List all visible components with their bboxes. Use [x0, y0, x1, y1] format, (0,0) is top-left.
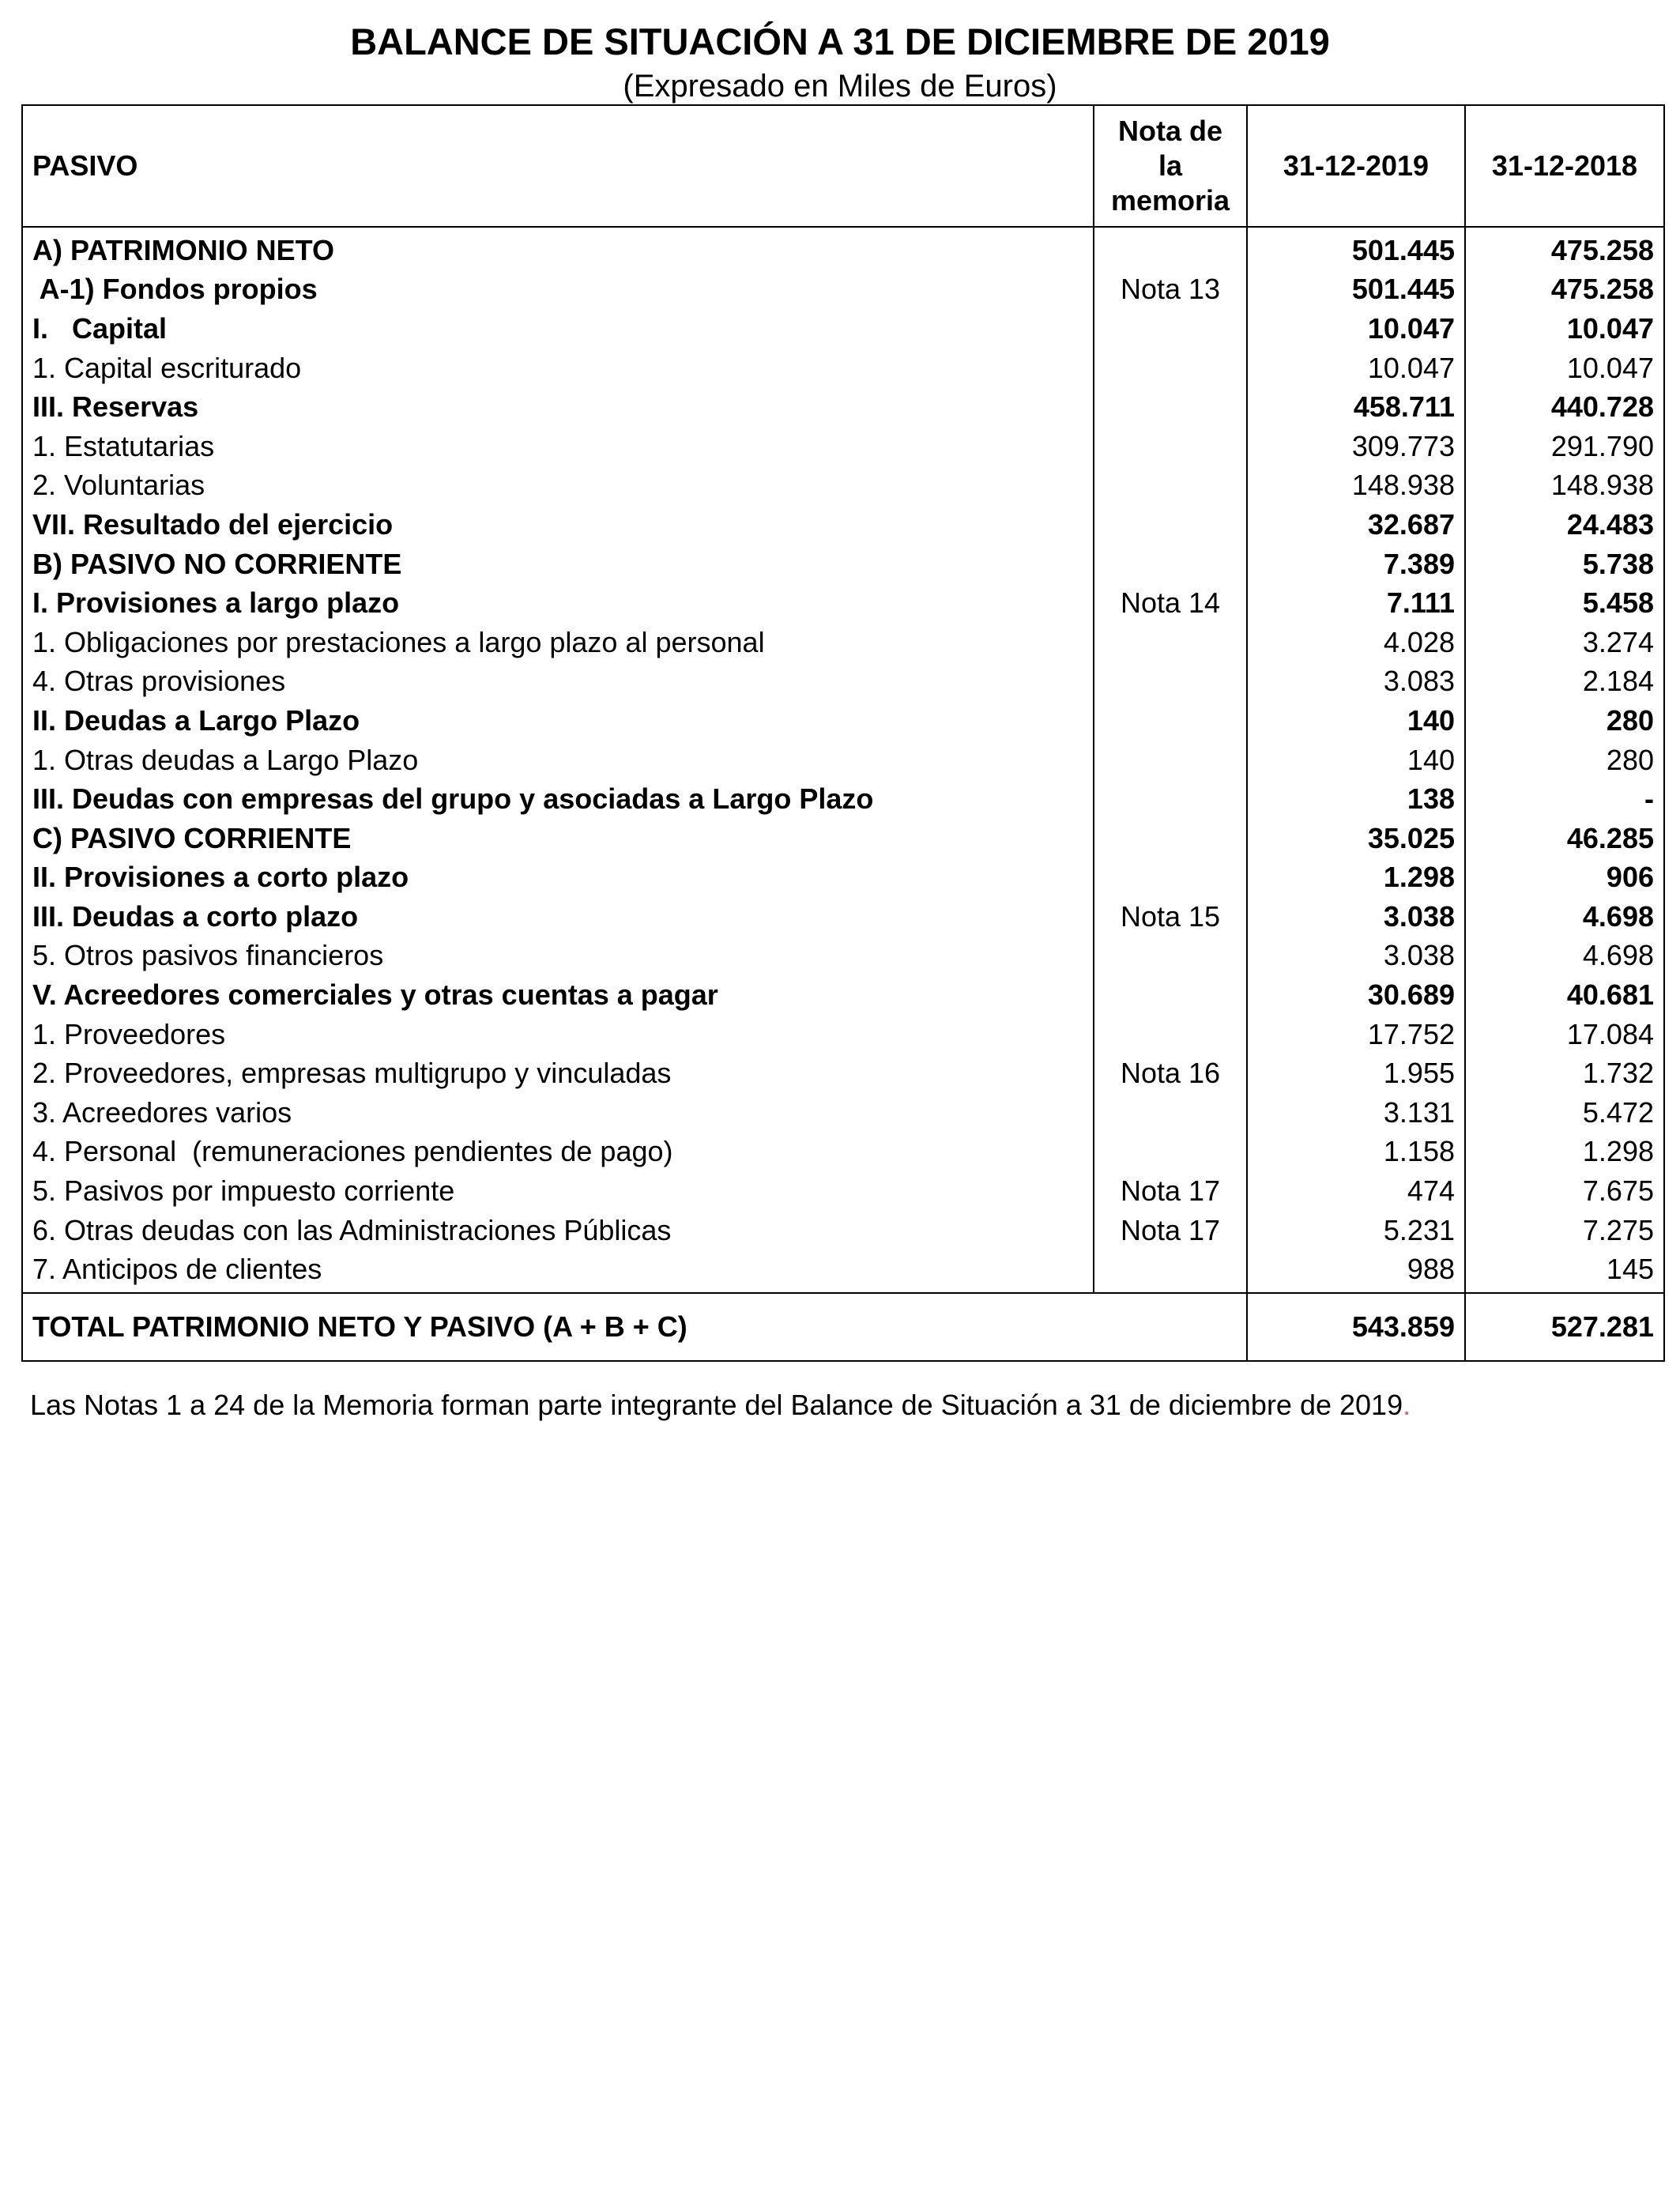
total-value-2018: 527.281: [1465, 1293, 1664, 1361]
row-value-2019: 3.038: [1247, 937, 1465, 976]
row-label: 1. Capital escriturado: [22, 349, 1094, 388]
balance-sheet-table: [21, 104, 1665, 1362]
row-label: A-1) Fondos propios: [22, 270, 1094, 310]
row-value-2019: 458.711: [1247, 387, 1465, 427]
row-value-2018: 5.472: [1465, 1093, 1664, 1133]
row-value-2019: 474: [1247, 1171, 1465, 1211]
row-label: A) PATRIMONIO NETO: [22, 227, 1094, 270]
table-row: [22, 779, 1664, 819]
total-label: TOTAL PATRIMONIO NETO Y PASIVO (A + B + C): [22, 1293, 1094, 1361]
table-row: [22, 349, 1664, 388]
header-year-2019: 31-12-2019: [1247, 105, 1465, 227]
row-value-2018: 7.275: [1465, 1211, 1664, 1250]
row-value-2018: 24.483: [1465, 505, 1664, 545]
row-value-2018: 4.698: [1465, 937, 1664, 976]
row-note: Nota 14: [1094, 583, 1247, 623]
row-label: I. Provisiones a largo plazo: [22, 583, 1094, 623]
table-row: [22, 1015, 1664, 1054]
table-row: [22, 1250, 1664, 1293]
header-note: Nota de la memoria: [1094, 105, 1247, 227]
document-subtitle: (Expresado en Miles de Euros): [623, 69, 1057, 104]
footnote-period: .: [1403, 1389, 1411, 1421]
row-label: 2. Proveedores, empresas multigrupo y vinculadas: [22, 1054, 1094, 1093]
row-value-2019: 17.752: [1247, 1015, 1465, 1054]
row-value-2018: 440.728: [1465, 387, 1664, 427]
row-value-2018: 145: [1465, 1250, 1664, 1293]
row-note: [1094, 1093, 1247, 1133]
row-value-2018: 4.698: [1465, 897, 1664, 937]
row-note: [1094, 937, 1247, 976]
row-label: 7. Anticipos de clientes: [22, 1250, 1094, 1293]
row-value-2018: 46.285: [1465, 819, 1664, 858]
row-value-2018: 475.258: [1465, 227, 1664, 270]
row-value-2018: 40.681: [1465, 975, 1664, 1015]
row-label: 2. Voluntarias: [22, 466, 1094, 506]
row-value-2018: 17.084: [1465, 1015, 1664, 1054]
table-body: [22, 227, 1664, 1293]
row-label: V. Acreedores comerciales y otras cuentas a pagar: [22, 975, 1094, 1015]
row-value-2018: 1.298: [1465, 1133, 1664, 1172]
row-value-2018: 10.047: [1465, 349, 1664, 388]
row-value-2019: 3.038: [1247, 897, 1465, 937]
row-value-2019: 30.689: [1247, 975, 1465, 1015]
table-row: [22, 975, 1664, 1015]
row-label: III. Reservas: [22, 387, 1094, 427]
row-note: [1094, 387, 1247, 427]
footnote: [30, 1388, 1411, 1423]
row-note: [1094, 309, 1247, 349]
table-row: [22, 1054, 1664, 1093]
table-row: [22, 1133, 1664, 1172]
row-value-2019: 10.047: [1247, 349, 1465, 388]
row-label: III. Deudas con empresas del grupo y asociadas a Largo Plazo: [22, 779, 1094, 819]
row-value-2019: 7.111: [1247, 583, 1465, 623]
row-value-2018: -: [1465, 779, 1664, 819]
row-value-2019: 140: [1247, 701, 1465, 741]
table-row: [22, 937, 1664, 976]
total-value-2019: 543.859: [1247, 1293, 1465, 1361]
table-row: [22, 1211, 1664, 1250]
row-label: 1. Estatutarias: [22, 427, 1094, 466]
row-label: 1. Otras deudas a Largo Plazo: [22, 741, 1094, 780]
row-value-2019: 5.231: [1247, 1211, 1465, 1250]
row-note: [1094, 741, 1247, 780]
row-note: [1094, 975, 1247, 1015]
row-label: II. Deudas a Largo Plazo: [22, 701, 1094, 741]
row-value-2019: 140: [1247, 741, 1465, 780]
row-value-2018: 2.184: [1465, 662, 1664, 702]
row-note: [1094, 1133, 1247, 1172]
row-note: [1094, 701, 1247, 741]
row-value-2019: 10.047: [1247, 309, 1465, 349]
row-value-2018: 906: [1465, 858, 1664, 898]
row-note: Nota 17: [1094, 1171, 1247, 1211]
row-label: 3. Acreedores varios: [22, 1093, 1094, 1133]
row-note: [1094, 427, 1247, 466]
table-row: [22, 1093, 1664, 1133]
row-label: 5. Pasivos por impuesto corriente: [22, 1171, 1094, 1211]
row-note: [1094, 227, 1247, 270]
row-value-2019: 35.025: [1247, 819, 1465, 858]
row-value-2019: 32.687: [1247, 505, 1465, 545]
row-value-2018: 7.675: [1465, 1171, 1664, 1211]
header-concept: PASIVO: [22, 105, 1094, 227]
row-value-2018: 5.458: [1465, 583, 1664, 623]
header-year-2018: 31-12-2018: [1465, 105, 1664, 227]
table-row: [22, 819, 1664, 858]
table-footer: [22, 1293, 1664, 1361]
row-label: II. Provisiones a corto plazo: [22, 858, 1094, 898]
table-row: [22, 505, 1664, 545]
row-value-2019: 3.131: [1247, 1093, 1465, 1133]
row-label: III. Deudas a corto plazo: [22, 897, 1094, 937]
table-row: [22, 427, 1664, 466]
row-value-2018: 10.047: [1465, 309, 1664, 349]
row-value-2018: 280: [1465, 741, 1664, 780]
row-value-2018: 280: [1465, 701, 1664, 741]
row-value-2018: 291.790: [1465, 427, 1664, 466]
row-label: 6. Otras deudas con las Administraciones Públicas: [22, 1211, 1094, 1250]
row-note: [1094, 819, 1247, 858]
table-row: [22, 387, 1664, 427]
row-value-2019: 7.389: [1247, 545, 1465, 584]
row-value-2018: 1.732: [1465, 1054, 1664, 1093]
row-value-2019: 501.445: [1247, 227, 1465, 270]
row-value-2018: 148.938: [1465, 466, 1664, 506]
table-header: [22, 105, 1664, 227]
row-label: I. Capital: [22, 309, 1094, 349]
table-row: [22, 623, 1664, 662]
row-value-2018: 3.274: [1465, 623, 1664, 662]
row-value-2019: 988: [1247, 1250, 1465, 1293]
row-label: C) PASIVO CORRIENTE: [22, 819, 1094, 858]
row-note: [1094, 349, 1247, 388]
row-note: [1094, 466, 1247, 506]
row-label: B) PASIVO NO CORRIENTE: [22, 545, 1094, 584]
row-value-2018: 475.258: [1465, 270, 1664, 310]
table-row: [22, 701, 1664, 741]
row-value-2019: 1.955: [1247, 1054, 1465, 1093]
table-row: [22, 270, 1664, 310]
table-row: [22, 227, 1664, 270]
row-label: 1. Proveedores: [22, 1015, 1094, 1054]
row-label: 4. Personal (remuneraciones pendientes de pago): [22, 1133, 1094, 1172]
row-note: Nota 15: [1094, 897, 1247, 937]
table-row: [22, 583, 1664, 623]
row-label: 1. Obligaciones por prestaciones a largo plazo al personal: [22, 623, 1094, 662]
row-label: 5. Otros pasivos financieros: [22, 937, 1094, 976]
table-row: [22, 466, 1664, 506]
row-note: [1094, 858, 1247, 898]
row-value-2019: 1.298: [1247, 858, 1465, 898]
total-row: [22, 1293, 1664, 1361]
row-label: VII. Resultado del ejercicio: [22, 505, 1094, 545]
row-value-2019: 4.028: [1247, 623, 1465, 662]
table-row: [22, 662, 1664, 702]
row-note: [1094, 545, 1247, 584]
row-note: [1094, 1250, 1247, 1293]
row-note: [1094, 505, 1247, 545]
row-note: [1094, 623, 1247, 662]
row-value-2019: 501.445: [1247, 270, 1465, 310]
footnote-text: Las Notas 1 a 24 de la Memoria forman parte integrante del Balance de Situación a 31 de diciembre de 2019: [30, 1389, 1403, 1421]
table-row: [22, 897, 1664, 937]
table-row: [22, 309, 1664, 349]
row-note: [1094, 779, 1247, 819]
row-value-2018: 5.738: [1465, 545, 1664, 584]
table-row: [22, 545, 1664, 584]
row-note: Nota 13: [1094, 270, 1247, 310]
row-note: Nota 16: [1094, 1054, 1247, 1093]
row-value-2019: 1.158: [1247, 1133, 1465, 1172]
table-row: [22, 741, 1664, 780]
row-note: Nota 17: [1094, 1211, 1247, 1250]
row-value-2019: 309.773: [1247, 427, 1465, 466]
document-title: BALANCE DE SITUACIÓN A 31 DE DICIEMBRE DE 2019: [350, 21, 1330, 62]
table-row: [22, 858, 1664, 898]
table-row: [22, 1171, 1664, 1211]
row-value-2019: 3.083: [1247, 662, 1465, 702]
row-note: [1094, 662, 1247, 702]
total-note-cell: [1094, 1293, 1247, 1361]
row-value-2019: 138: [1247, 779, 1465, 819]
row-value-2019: 148.938: [1247, 466, 1465, 506]
row-label: 4. Otras provisiones: [22, 662, 1094, 702]
row-note: [1094, 1015, 1247, 1054]
